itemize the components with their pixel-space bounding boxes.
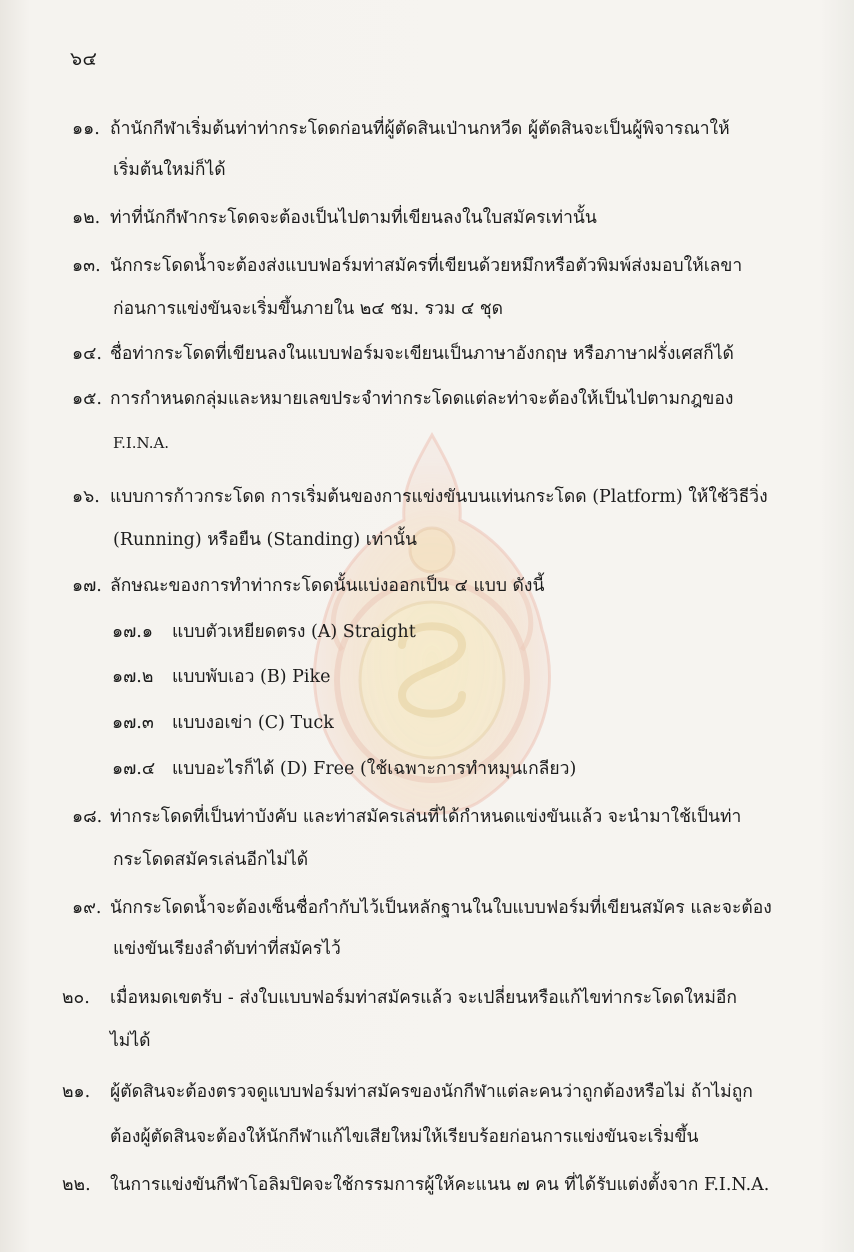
item-text: ลักษณะของการทำท่ากระโดดนั้นแบ่งออกเป็น ๔ แบบ ดังนี้: [110, 576, 545, 596]
list-item-continuation: [113, 528, 417, 552]
list-item-continuation: [113, 848, 308, 872]
item-text: ชื่อท่ากระโดดที่เขียนลงในแบบฟอร์มจะเขียนเป็นภาษาอังกฤษ หรือภาษาฝรั่งเศสก็ได้: [110, 344, 734, 364]
list-item: [62, 986, 737, 1010]
sub-list-item: [112, 757, 576, 781]
page-number: ๖๔: [70, 48, 98, 70]
item-text: ท่าที่นักกีฬากระโดดจะต้องเป็นไปตามที่เขียนลงในใบสมัครเท่านั้น: [110, 208, 597, 228]
item-number: ๑๗.: [72, 576, 102, 596]
item-text: F.I.N.A.: [113, 434, 170, 452]
item-number: ๑๖.: [72, 487, 100, 507]
item-text: ผู้ตัดสินจะต้องตรวจดูแบบฟอร์มท่าสมัครของนักกีฬาแต่ละคนว่าถูกต้องหรือไม่ ถ้าไม่ถูก: [110, 1082, 753, 1102]
item-text: นักกระโดดน้ำจะต้องส่งแบบฟอร์มท่าสมัครที่เขียนด้วยหมึกหรือตัวพิมพ์ส่งมอบให้เลขา: [110, 256, 743, 276]
list-item: [72, 117, 730, 141]
item-number: ๑๑.: [72, 119, 100, 139]
item-number: ๒๑.: [62, 1082, 91, 1102]
item-text: ไม่ได้: [110, 1031, 151, 1051]
item-text: แบบการก้าวกระโดด การเริ่มต้นของการแข่งขันบนแท่นกระโดด (Platform) ให้ใช้วิธีวิ่ง: [110, 487, 768, 507]
list-item-continuation: [110, 1029, 151, 1053]
item-number: ๑๒.: [72, 208, 101, 228]
list-item: [72, 896, 772, 920]
list-item: [72, 206, 597, 230]
item-text: ในการแข่งขันกีฬาโอลิมปิคจะใช้กรรมการผู้ให้คะแนน ๗ คน ที่ได้รับแต่งตั้งจาก F.I.N.A.: [110, 1175, 770, 1195]
item-text: นักกระโดดน้ำจะต้องเซ็นชื่อกำกับไว้เป็นหลักฐานในใบแบบฟอร์มที่เขียนสมัคร และจะต้อง: [110, 898, 772, 918]
item-number: ๒๒.: [62, 1175, 91, 1195]
list-item: [72, 805, 741, 829]
item-number: ๑๓.: [72, 256, 101, 276]
list-item-continuation: [113, 431, 169, 455]
sub-list-item: [112, 711, 334, 735]
item-number: ๑๕.: [72, 389, 102, 409]
sub-item-text: แบบอะไรก็ได้ (D) Free (ใช้เฉพาะการทำหมุนเกลียว): [172, 759, 577, 779]
item-text: เมื่อหมดเขตรับ - ส่งใบแบบฟอร์มท่าสมัครแล้ว จะเปลี่ยนหรือแก้ไขท่ากระโดดใหม่อีก: [110, 988, 737, 1008]
sub-item-number: ๑๗.๑: [112, 622, 153, 642]
list-item-continuation: [113, 937, 341, 961]
sub-item-text: แบบตัวเหยียดตรง (A) Straight: [172, 622, 416, 642]
list-item-continuation: [113, 158, 226, 182]
sub-list-item: [112, 620, 416, 644]
item-text: กระโดดสมัครเล่นอีกไม่ได้: [113, 850, 309, 870]
list-item: [72, 485, 768, 509]
sub-item-number: ๑๗.๔: [112, 759, 156, 779]
list-item: [72, 254, 742, 278]
sub-item-number: ๑๗.๒: [112, 667, 154, 687]
sub-item-text: แบบพับเอว (B) Pike: [172, 667, 331, 687]
list-item: [72, 574, 544, 598]
item-text: ก่อนการแข่งขันจะเริ่มขึ้นภายใน ๒๔ ชม. รวม ๔ ชุด: [113, 299, 504, 319]
list-item-continuation: [110, 1125, 698, 1149]
list-item: [72, 342, 734, 366]
item-text: ถ้านักกีฬาเริ่มต้นท่าท่ากระโดดก่อนที่ผู้ตัดสินเป่านกหวีด ผู้ตัดสินจะเป็นผู้พิจารณาให้: [110, 119, 730, 139]
list-item-continuation: [113, 297, 503, 321]
list-item: [62, 1173, 769, 1197]
item-number: ๒๐.: [62, 988, 90, 1008]
sub-item-text: แบบงอเข่า (C) Tuck: [172, 713, 334, 733]
sub-item-number: ๑๗.๓: [112, 713, 154, 733]
item-number: ๑๙.: [72, 898, 102, 918]
item-text: ต้องผู้ตัดสินจะต้องให้นักกีฬาแก้ไขเสียใหม่ให้เรียบร้อยก่อนการแข่งขันจะเริ่มขึ้น: [110, 1127, 699, 1147]
item-text: แข่งขันเรียงลำดับท่าที่สมัครไว้: [113, 939, 341, 959]
item-text: เริ่มต้นใหม่ก็ได้: [113, 160, 226, 180]
list-item: [72, 387, 733, 411]
list-item: [62, 1080, 753, 1104]
item-text: ท่ากระโดดที่เป็นท่าบังคับ และท่าสมัครเล่นที่ได้กำหนดแข่งขันแล้ว จะนำมาใช้เป็นท่า: [110, 807, 742, 827]
item-number: ๑๘.: [72, 807, 103, 827]
item-text: การกำหนดกลุ่มและหมายเลขประจำท่ากระโดดแต่ละท่าจะต้องให้เป็นไปตามกฎของ: [110, 389, 734, 409]
sub-list-item: [112, 665, 330, 689]
item-number: ๑๔.: [72, 344, 102, 364]
item-text: (Running) หรือยืน (Standing) เท่านั้น: [113, 530, 417, 550]
